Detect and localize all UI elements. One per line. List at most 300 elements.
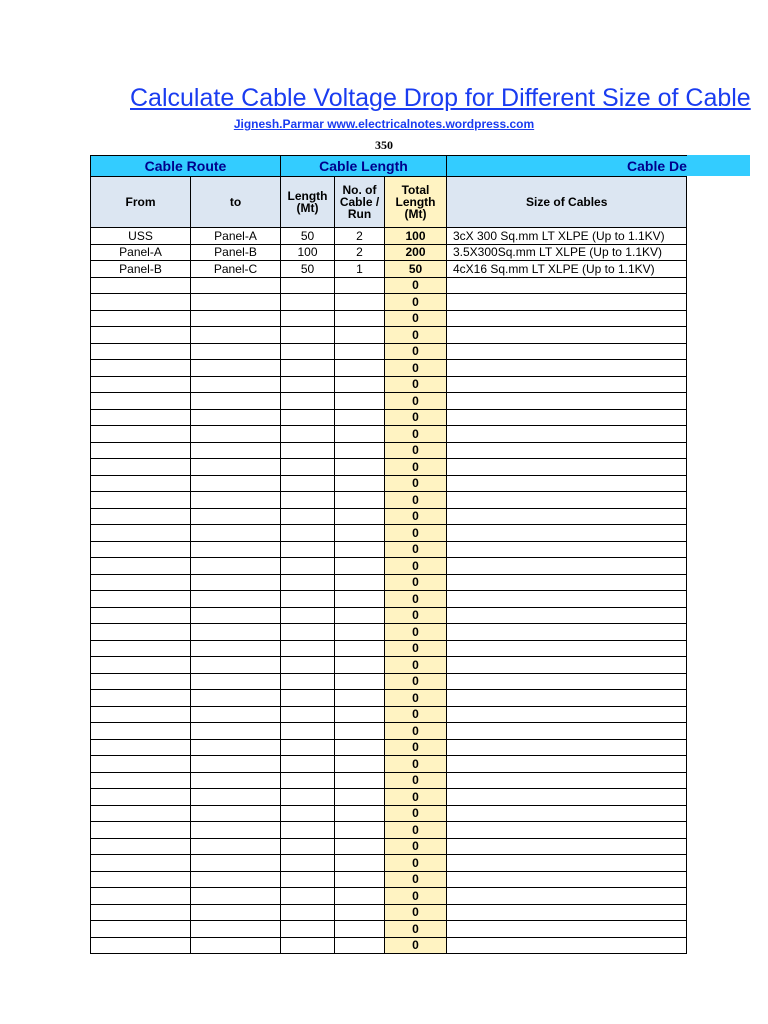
cell-to[interactable]	[191, 657, 281, 674]
cell-size[interactable]	[447, 360, 687, 377]
cell-runs[interactable]	[335, 426, 385, 443]
cell-from[interactable]	[91, 393, 191, 410]
cell-length[interactable]	[281, 426, 335, 443]
cell-length[interactable]	[281, 673, 335, 690]
cell-size[interactable]	[447, 904, 687, 921]
cell-from[interactable]: USS	[91, 228, 191, 245]
cell-to[interactable]	[191, 756, 281, 773]
cell-runs[interactable]	[335, 607, 385, 624]
cell-to[interactable]	[191, 789, 281, 806]
cell-to[interactable]	[191, 822, 281, 839]
header-band-overflow	[686, 155, 750, 176]
cell-total[interactable]: 0	[385, 343, 447, 360]
table-row	[91, 937, 687, 954]
cell-total[interactable]: 0	[385, 690, 447, 707]
cell-to[interactable]	[191, 558, 281, 575]
cell-total[interactable]: 0	[385, 805, 447, 822]
cell-to[interactable]	[191, 310, 281, 327]
cell-total[interactable]: 0	[385, 541, 447, 558]
cell-from[interactable]	[91, 624, 191, 641]
cell-from[interactable]	[91, 904, 191, 921]
cell-total[interactable]: 0	[385, 855, 447, 872]
cell-from[interactable]	[91, 723, 191, 740]
cell-runs[interactable]	[335, 937, 385, 954]
cell-total[interactable]: 0	[385, 360, 447, 377]
cell-to[interactable]	[191, 871, 281, 888]
cell-to[interactable]	[191, 739, 281, 756]
cell-to[interactable]	[191, 838, 281, 855]
cell-runs[interactable]	[335, 591, 385, 608]
col-header-total-length: Total Length (Mt)	[385, 177, 447, 228]
cell-total[interactable]: 0	[385, 508, 447, 525]
cell-total[interactable]: 0	[385, 442, 447, 459]
cell-runs[interactable]	[335, 805, 385, 822]
cell-length[interactable]	[281, 855, 335, 872]
cell-total[interactable]: 0	[385, 657, 447, 674]
cell-length[interactable]	[281, 327, 335, 344]
cell-size[interactable]	[447, 475, 687, 492]
cell-from[interactable]	[91, 525, 191, 542]
cell-to[interactable]	[191, 459, 281, 476]
cell-to[interactable]	[191, 409, 281, 426]
cell-from[interactable]	[91, 789, 191, 806]
cell-size[interactable]	[447, 574, 687, 591]
cell-runs[interactable]	[335, 277, 385, 294]
cell-from[interactable]	[91, 360, 191, 377]
cell-total[interactable]: 0	[385, 838, 447, 855]
cell-size[interactable]	[447, 624, 687, 641]
cell-from[interactable]	[91, 310, 191, 327]
cell-size[interactable]	[447, 739, 687, 756]
cell-runs[interactable]	[335, 871, 385, 888]
cell-size[interactable]	[447, 723, 687, 740]
cell-total[interactable]: 0	[385, 640, 447, 657]
cell-length[interactable]	[281, 558, 335, 575]
cell-length[interactable]	[281, 277, 335, 294]
group-header-details: Cable De	[447, 156, 687, 177]
cell-total[interactable]: 200	[385, 244, 447, 261]
cell-size[interactable]	[447, 871, 687, 888]
cell-runs[interactable]	[335, 360, 385, 377]
cell-from[interactable]	[91, 855, 191, 872]
table-row	[91, 657, 687, 674]
cell-length[interactable]	[281, 640, 335, 657]
cell-size[interactable]	[447, 706, 687, 723]
cell-from[interactable]	[91, 409, 191, 426]
cell-to[interactable]	[191, 327, 281, 344]
cell-to[interactable]	[191, 475, 281, 492]
table-row	[91, 558, 687, 575]
cell-runs[interactable]	[335, 888, 385, 905]
cell-from[interactable]	[91, 888, 191, 905]
cell-size[interactable]	[447, 772, 687, 789]
cell-total[interactable]: 0	[385, 822, 447, 839]
cell-size[interactable]	[447, 277, 687, 294]
cell-to[interactable]	[191, 376, 281, 393]
cell-to[interactable]	[191, 393, 281, 410]
author-link[interactable]: Jignesh.Parmar www.electricalnotes.wordpress.com	[233, 117, 535, 131]
cell-runs[interactable]	[335, 393, 385, 410]
cell-from[interactable]	[91, 591, 191, 608]
cell-runs[interactable]	[335, 855, 385, 872]
cell-to[interactable]	[191, 888, 281, 905]
table-row	[91, 574, 687, 591]
cell-to[interactable]	[191, 607, 281, 624]
cell-total[interactable]: 0	[385, 409, 447, 426]
cell-size[interactable]	[447, 690, 687, 707]
cell-to[interactable]: Panel-A	[191, 228, 281, 245]
cell-total[interactable]: 0	[385, 393, 447, 410]
cell-length[interactable]	[281, 459, 335, 476]
cell-total[interactable]: 0	[385, 475, 447, 492]
cell-from[interactable]	[91, 756, 191, 773]
table-row	[91, 310, 687, 327]
cell-to[interactable]	[191, 508, 281, 525]
cell-from[interactable]	[91, 805, 191, 822]
cell-to[interactable]	[191, 855, 281, 872]
cell-size[interactable]	[447, 805, 687, 822]
cell-from[interactable]	[91, 508, 191, 525]
cell-runs[interactable]	[335, 310, 385, 327]
table-row	[91, 508, 687, 525]
cell-length[interactable]	[281, 376, 335, 393]
cell-total[interactable]: 0	[385, 921, 447, 938]
cell-from[interactable]	[91, 541, 191, 558]
cell-total[interactable]: 0	[385, 459, 447, 476]
cell-to[interactable]	[191, 690, 281, 707]
cell-total[interactable]: 0	[385, 756, 447, 773]
cell-total[interactable]: 0	[385, 789, 447, 806]
table-row	[91, 393, 687, 410]
cell-total[interactable]: 0	[385, 558, 447, 575]
cell-length[interactable]	[281, 739, 335, 756]
cell-total[interactable]: 100	[385, 228, 447, 245]
cell-to[interactable]	[191, 723, 281, 740]
cell-runs[interactable]	[335, 739, 385, 756]
cell-size[interactable]	[447, 541, 687, 558]
cell-total[interactable]: 0	[385, 376, 447, 393]
cell-length[interactable]	[281, 624, 335, 641]
cell-from[interactable]	[91, 772, 191, 789]
cell-total[interactable]: 0	[385, 706, 447, 723]
cell-size[interactable]	[447, 888, 687, 905]
cell-length[interactable]	[281, 591, 335, 608]
cell-length[interactable]	[281, 805, 335, 822]
table-row	[91, 459, 687, 476]
cell-total[interactable]: 0	[385, 888, 447, 905]
cell-total[interactable]: 0	[385, 327, 447, 344]
cell-runs[interactable]	[335, 525, 385, 542]
cell-runs[interactable]	[335, 327, 385, 344]
cell-to[interactable]	[191, 442, 281, 459]
cell-runs[interactable]	[335, 921, 385, 938]
table-row	[91, 409, 687, 426]
cell-to[interactable]: Panel-B	[191, 244, 281, 261]
table-row	[91, 541, 687, 558]
cell-length[interactable]	[281, 574, 335, 591]
cell-from[interactable]	[91, 690, 191, 707]
table-row	[91, 277, 687, 294]
cell-size[interactable]	[447, 459, 687, 476]
cell-runs[interactable]	[335, 756, 385, 773]
cell-runs[interactable]	[335, 459, 385, 476]
cell-length[interactable]	[281, 756, 335, 773]
cell-size[interactable]	[447, 855, 687, 872]
cell-from[interactable]	[91, 607, 191, 624]
cell-total[interactable]: 0	[385, 624, 447, 641]
cell-from[interactable]	[91, 871, 191, 888]
table-row	[91, 228, 687, 245]
col-header-from: From	[91, 177, 191, 228]
cell-from[interactable]	[91, 492, 191, 509]
cell-runs[interactable]	[335, 640, 385, 657]
cell-runs[interactable]	[335, 789, 385, 806]
cell-from[interactable]	[91, 937, 191, 954]
cell-total[interactable]: 0	[385, 277, 447, 294]
cell-to[interactable]	[191, 574, 281, 591]
cell-runs[interactable]	[335, 343, 385, 360]
cell-length[interactable]	[281, 508, 335, 525]
cell-total[interactable]: 0	[385, 310, 447, 327]
cell-from[interactable]	[91, 822, 191, 839]
cell-length[interactable]	[281, 343, 335, 360]
cell-size[interactable]	[447, 591, 687, 608]
table-row	[91, 294, 687, 311]
cell-size[interactable]	[447, 508, 687, 525]
cell-length[interactable]: 50	[281, 261, 335, 278]
cell-runs[interactable]	[335, 904, 385, 921]
cell-length[interactable]	[281, 937, 335, 954]
cell-length[interactable]	[281, 871, 335, 888]
cell-runs[interactable]	[335, 772, 385, 789]
cell-from[interactable]	[91, 459, 191, 476]
cell-total[interactable]: 0	[385, 294, 447, 311]
cell-length[interactable]	[281, 789, 335, 806]
cell-size[interactable]	[447, 442, 687, 459]
cell-size[interactable]	[447, 426, 687, 443]
table-row	[91, 772, 687, 789]
cell-total[interactable]: 0	[385, 574, 447, 591]
cell-to[interactable]	[191, 904, 281, 921]
cell-size[interactable]	[447, 393, 687, 410]
cell-runs[interactable]: 1	[335, 261, 385, 278]
cell-runs[interactable]	[335, 673, 385, 690]
table-row	[91, 690, 687, 707]
cell-to[interactable]	[191, 277, 281, 294]
cell-size[interactable]: 3.5X300Sq.mm LT XLPE (Up to 1.1KV)	[447, 244, 687, 261]
cell-runs[interactable]	[335, 723, 385, 740]
cell-size[interactable]: 4cX16 Sq.mm LT XLPE (Up to 1.1KV)	[447, 261, 687, 278]
table-row	[91, 525, 687, 542]
cell-to[interactable]	[191, 492, 281, 509]
cell-length[interactable]	[281, 822, 335, 839]
cell-size[interactable]	[447, 756, 687, 773]
cell-runs[interactable]	[335, 409, 385, 426]
cell-to[interactable]	[191, 921, 281, 938]
cell-length[interactable]	[281, 541, 335, 558]
group-header-row	[91, 156, 687, 177]
cell-from[interactable]	[91, 277, 191, 294]
cell-total[interactable]: 0	[385, 591, 447, 608]
cell-from[interactable]	[91, 442, 191, 459]
cell-runs[interactable]	[335, 690, 385, 707]
cell-length[interactable]	[281, 904, 335, 921]
cell-from[interactable]	[91, 739, 191, 756]
cell-total[interactable]: 0	[385, 723, 447, 740]
cell-to[interactable]: Panel-C	[191, 261, 281, 278]
cell-length[interactable]: 100	[281, 244, 335, 261]
cell-to[interactable]	[191, 706, 281, 723]
cell-length[interactable]	[281, 706, 335, 723]
cell-runs[interactable]	[335, 558, 385, 575]
table-row	[91, 442, 687, 459]
cell-runs[interactable]	[335, 294, 385, 311]
cell-from[interactable]	[91, 640, 191, 657]
cell-length[interactable]	[281, 723, 335, 740]
cell-runs[interactable]	[335, 508, 385, 525]
cell-from[interactable]: Panel-B	[91, 261, 191, 278]
cell-to[interactable]	[191, 541, 281, 558]
cell-to[interactable]	[191, 360, 281, 377]
cell-length[interactable]: 50	[281, 228, 335, 245]
cell-size[interactable]: 3cX 300 Sq.mm LT XLPE (Up to 1.1KV)	[447, 228, 687, 245]
cell-size[interactable]	[447, 789, 687, 806]
table-row	[91, 756, 687, 773]
cell-length[interactable]	[281, 294, 335, 311]
cell-size[interactable]	[447, 558, 687, 575]
cell-runs[interactable]: 2	[335, 244, 385, 261]
cell-runs[interactable]	[335, 376, 385, 393]
cell-size[interactable]	[447, 607, 687, 624]
column-header-row	[91, 177, 687, 228]
cell-length[interactable]	[281, 690, 335, 707]
cell-from[interactable]	[91, 673, 191, 690]
cell-length[interactable]	[281, 772, 335, 789]
cell-total[interactable]: 0	[385, 673, 447, 690]
cell-from[interactable]	[91, 558, 191, 575]
cell-from[interactable]	[91, 343, 191, 360]
cell-length[interactable]	[281, 607, 335, 624]
cell-from[interactable]	[91, 657, 191, 674]
cell-runs[interactable]	[335, 475, 385, 492]
cell-size[interactable]	[447, 376, 687, 393]
table-row	[91, 607, 687, 624]
cell-to[interactable]	[191, 525, 281, 542]
cell-to[interactable]	[191, 624, 281, 641]
cell-to[interactable]	[191, 343, 281, 360]
cell-size[interactable]	[447, 327, 687, 344]
cell-total[interactable]: 0	[385, 525, 447, 542]
cell-from[interactable]: Panel-A	[91, 244, 191, 261]
cell-size[interactable]	[447, 937, 687, 954]
cell-length[interactable]	[281, 409, 335, 426]
cell-runs[interactable]	[335, 492, 385, 509]
cell-size[interactable]	[447, 310, 687, 327]
cell-from[interactable]	[91, 294, 191, 311]
table-row	[91, 805, 687, 822]
cell-from[interactable]	[91, 574, 191, 591]
cell-to[interactable]	[191, 937, 281, 954]
cell-runs[interactable]	[335, 624, 385, 641]
cell-length[interactable]	[281, 921, 335, 938]
cell-length[interactable]	[281, 492, 335, 509]
cell-size[interactable]	[447, 640, 687, 657]
cell-size[interactable]	[447, 657, 687, 674]
cell-to[interactable]	[191, 772, 281, 789]
cell-from[interactable]	[91, 706, 191, 723]
cell-length[interactable]	[281, 657, 335, 674]
table-row	[91, 376, 687, 393]
cell-total[interactable]: 0	[385, 492, 447, 509]
cell-length[interactable]	[281, 888, 335, 905]
cell-to[interactable]	[191, 294, 281, 311]
table-row	[91, 921, 687, 938]
cell-length[interactable]	[281, 360, 335, 377]
cell-to[interactable]	[191, 591, 281, 608]
cell-size[interactable]	[447, 343, 687, 360]
cell-size[interactable]	[447, 838, 687, 855]
cell-size[interactable]	[447, 921, 687, 938]
cell-from[interactable]	[91, 376, 191, 393]
table-row	[91, 343, 687, 360]
cell-to[interactable]	[191, 426, 281, 443]
cell-runs[interactable]	[335, 574, 385, 591]
cell-to[interactable]	[191, 640, 281, 657]
cell-size[interactable]	[447, 409, 687, 426]
cell-runs[interactable]	[335, 541, 385, 558]
cell-from[interactable]	[91, 838, 191, 855]
cell-total[interactable]: 0	[385, 607, 447, 624]
cell-length[interactable]	[281, 393, 335, 410]
cell-total[interactable]: 0	[385, 772, 447, 789]
cell-length[interactable]	[281, 838, 335, 855]
cell-to[interactable]	[191, 805, 281, 822]
cell-runs[interactable]	[335, 442, 385, 459]
cell-length[interactable]	[281, 475, 335, 492]
cell-total[interactable]: 50	[385, 261, 447, 278]
cell-length[interactable]	[281, 310, 335, 327]
cell-total[interactable]: 0	[385, 937, 447, 954]
cell-from[interactable]	[91, 426, 191, 443]
cell-from[interactable]	[91, 327, 191, 344]
cell-length[interactable]	[281, 442, 335, 459]
group-header-length: Cable Length	[281, 156, 447, 177]
grand-total: 350	[375, 138, 393, 152]
cell-total[interactable]: 0	[385, 904, 447, 921]
cell-length[interactable]	[281, 525, 335, 542]
table-row	[91, 624, 687, 641]
cell-from[interactable]	[91, 921, 191, 938]
cell-runs[interactable]: 2	[335, 228, 385, 245]
cell-runs[interactable]	[335, 706, 385, 723]
cell-runs[interactable]	[335, 838, 385, 855]
table-row	[91, 673, 687, 690]
cell-total[interactable]: 0	[385, 426, 447, 443]
col-header-cables-per-run: No. of Cable / Run	[335, 177, 385, 228]
cell-runs[interactable]	[335, 822, 385, 839]
cell-size[interactable]	[447, 822, 687, 839]
cell-size[interactable]	[447, 525, 687, 542]
cell-to[interactable]	[191, 673, 281, 690]
cell-from[interactable]	[91, 475, 191, 492]
table-row	[91, 261, 687, 278]
cell-size[interactable]	[447, 492, 687, 509]
cell-runs[interactable]	[335, 657, 385, 674]
cell-total[interactable]: 0	[385, 739, 447, 756]
cell-size[interactable]	[447, 294, 687, 311]
cell-size[interactable]	[447, 673, 687, 690]
cell-total[interactable]: 0	[385, 871, 447, 888]
